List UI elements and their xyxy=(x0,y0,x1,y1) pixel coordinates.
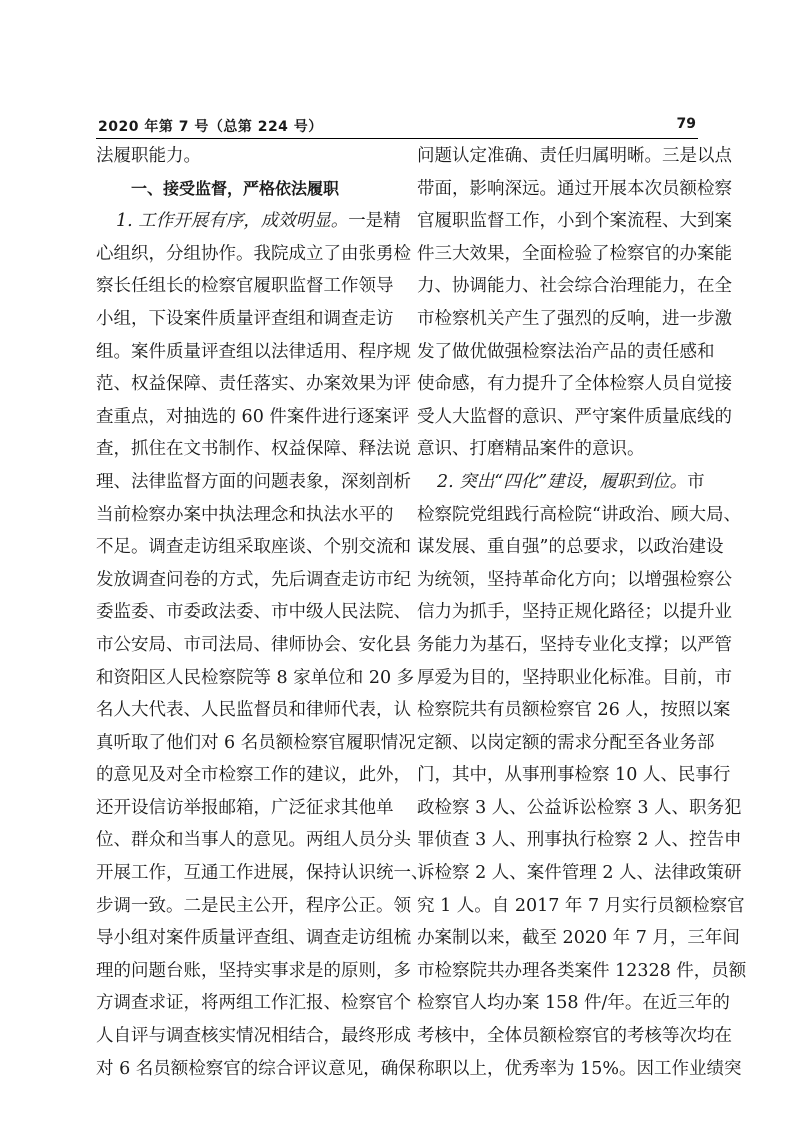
paragraph-line: 方调查求证，将两组工作汇报、检察官个 xyxy=(96,993,411,1014)
paragraph-line: 真听取了他们对 6 名员额检察官履职情况 xyxy=(96,732,416,753)
issue-label: 2020 年第 7 号（总第 224 号） xyxy=(98,119,323,135)
paragraph-line: 查重点，对抽选的 60 件案件进行逐案评 xyxy=(96,406,410,427)
paragraph-line: 力、协调能力、社会综合治理能力，在全 xyxy=(417,276,732,297)
paragraph-line: 定额、以岗定额的需求分配至各业务部 xyxy=(417,732,715,753)
paragraph-line: 门，其中，从事刑事检察 10 人、民事行 xyxy=(417,765,731,786)
paragraph-line: 法履职能力。 xyxy=(96,146,201,166)
paragraph-line: 厚爱为目的，坚持职业化标准。目前，市 xyxy=(417,667,732,688)
paragraph-line: 发放调查问卷的方式，先后调查走访市纪 xyxy=(96,569,411,590)
paragraph-line: 谋发展、重自强”的总要求，以政治建设 xyxy=(417,537,724,558)
paragraph-line: 使命感，有力提升了全体检察人员自觉接 xyxy=(417,374,732,395)
subsection-2-title: 2. 突出“四化”建设，履职到位。 xyxy=(437,471,688,492)
right-column xyxy=(417,140,747,1085)
subsection-1-title: 1. 工作开展有序，成效明显。 xyxy=(116,211,349,232)
paragraph-line: 带面，影响深远。通过开展本次员额检察 xyxy=(417,178,732,199)
paragraph-line: 理的问题台账，坚持实事求是的原则，多 xyxy=(96,960,411,981)
left-body-lines xyxy=(96,238,429,1085)
subsection-1-line xyxy=(96,205,401,238)
paragraph-line: 名人大代表、人民监督员和律师代表，认 xyxy=(96,700,411,721)
page-number: 79 xyxy=(676,116,696,132)
paragraph-line: 市检察机关产生了强烈的反响，进一步激 xyxy=(417,308,732,329)
paragraph-line: 为统领，坚持革命化方向；以增强检察公 xyxy=(417,569,732,590)
paragraph-line: 考核中，全体员额检察官的考核等次均在 xyxy=(417,1026,732,1047)
paragraph-line: 对 6 名员额检察官的综合评议意见，确保 xyxy=(96,1058,416,1079)
paragraph-line: 受人大监督的意识、严守案件质量底线的 xyxy=(417,406,732,427)
paragraph-line: 问题认定准确、责任归属明晰。三是以点 xyxy=(417,146,732,166)
left-column xyxy=(96,140,429,1085)
paragraph-line: 委监委、市委政法委、市中级人民法院、 xyxy=(96,602,411,623)
paragraph-line: 称职以上，优秀率为 15%。因工作业绩突 xyxy=(417,1058,742,1079)
paragraph-line: 究 1 人。自 2017 年 7 月实行员额检察官 xyxy=(417,895,745,916)
paragraph-line: 导小组对案件质量评查组、调查走访组梳 xyxy=(96,928,411,949)
paragraph-line: 检察院共有员额检察官 26 人，按照以案 xyxy=(417,700,731,721)
paragraph-line: 心组织，分组协作。我院成立了由张勇检 xyxy=(96,243,411,264)
paragraph-line: 检察官人均办案 158 件/年。在近三年的 xyxy=(417,993,730,1014)
paragraph-line: 开展工作，互通工作进展，保持认识统一、 xyxy=(96,863,429,884)
subsection-2-title-rest: 市 xyxy=(687,471,705,492)
paragraph-line: 诉检察 2 人、案件管理 2 人、法律政策研 xyxy=(417,863,742,884)
paragraph-line: 步调一致。二是民主公开，程序公正。领 xyxy=(96,895,411,916)
paragraph-line: 政检察 3 人、公益诉讼检察 3 人、职务犯 xyxy=(417,797,742,818)
paragraph-line: 的意见及对全市检察工作的建议，此外， xyxy=(96,765,411,786)
paragraph-line: 办案制以来，截至 2020 年 7 月，三年间 xyxy=(417,928,740,949)
running-header xyxy=(96,114,698,139)
paragraph-line: 罪侦查 3 人、刑事执行检察 2 人、控告申 xyxy=(417,830,742,851)
paragraph-line: 查，抓住在文书制作、权益保障、释法说 xyxy=(96,439,411,460)
paragraph-line: 市公安局、市司法局、律师协会、安化县 xyxy=(96,634,411,655)
paragraph-line: 理、法律监督方面的问题表象，深刻剖析 xyxy=(96,471,411,492)
section-heading: 一、接受监督，严格依法履职 xyxy=(131,178,340,198)
paragraph-line: 不足。调查走访组采取座谈、个别交流和 xyxy=(96,537,411,558)
paragraph-line: 范、权益保障、责任落实、办案效果为评 xyxy=(96,374,411,395)
paragraph-line: 件三大效果，全面检验了检察官的办案能 xyxy=(417,243,732,264)
paragraph-line: 官履职监督工作，小到个案流程、大到案 xyxy=(417,211,732,232)
paragraph-line: 还开设信访举报邮箱，广泛征求其他单 xyxy=(96,797,394,818)
paragraph-line: 意识、打磨精品案件的意识。 xyxy=(417,439,645,460)
subsection-2-line xyxy=(417,466,709,499)
paragraph-line: 人自评与调查核实情况相结合，最终形成 xyxy=(96,1026,411,1047)
paragraph-line: 发了做优做强检察法治产品的责任感和 xyxy=(417,341,715,362)
paragraph-line: 信力为抓手，坚持正规化路径；以提升业 xyxy=(417,602,732,623)
paragraph-line: 当前检察办案中执法理念和执法水平的 xyxy=(96,504,394,525)
paragraph-line: 小组，下设案件质量评查组和调查走访 xyxy=(96,308,394,329)
paragraph-line: 组。案件质量评查组以法律适用、程序规 xyxy=(96,341,411,362)
paragraph-line: 市检察院共办理各类案件 12328 件，员额 xyxy=(417,960,747,981)
subsection-1-title-rest: 一是精 xyxy=(348,211,401,232)
paragraph-line: 检察院党组践行高检院“讲政治、顾大局、 xyxy=(417,504,741,525)
paragraph-line: 位、群众和当事人的意见。两组人员分头 xyxy=(96,830,411,851)
paragraph-line: 和资阳区人民检察院等 8 家单位和 20 多 xyxy=(96,667,415,688)
paragraph-line: 察长任组长的检察官履职监督工作领导 xyxy=(96,276,394,297)
paragraph-line: 务能力为基石，坚持专业化支撑；以严管 xyxy=(417,634,732,655)
